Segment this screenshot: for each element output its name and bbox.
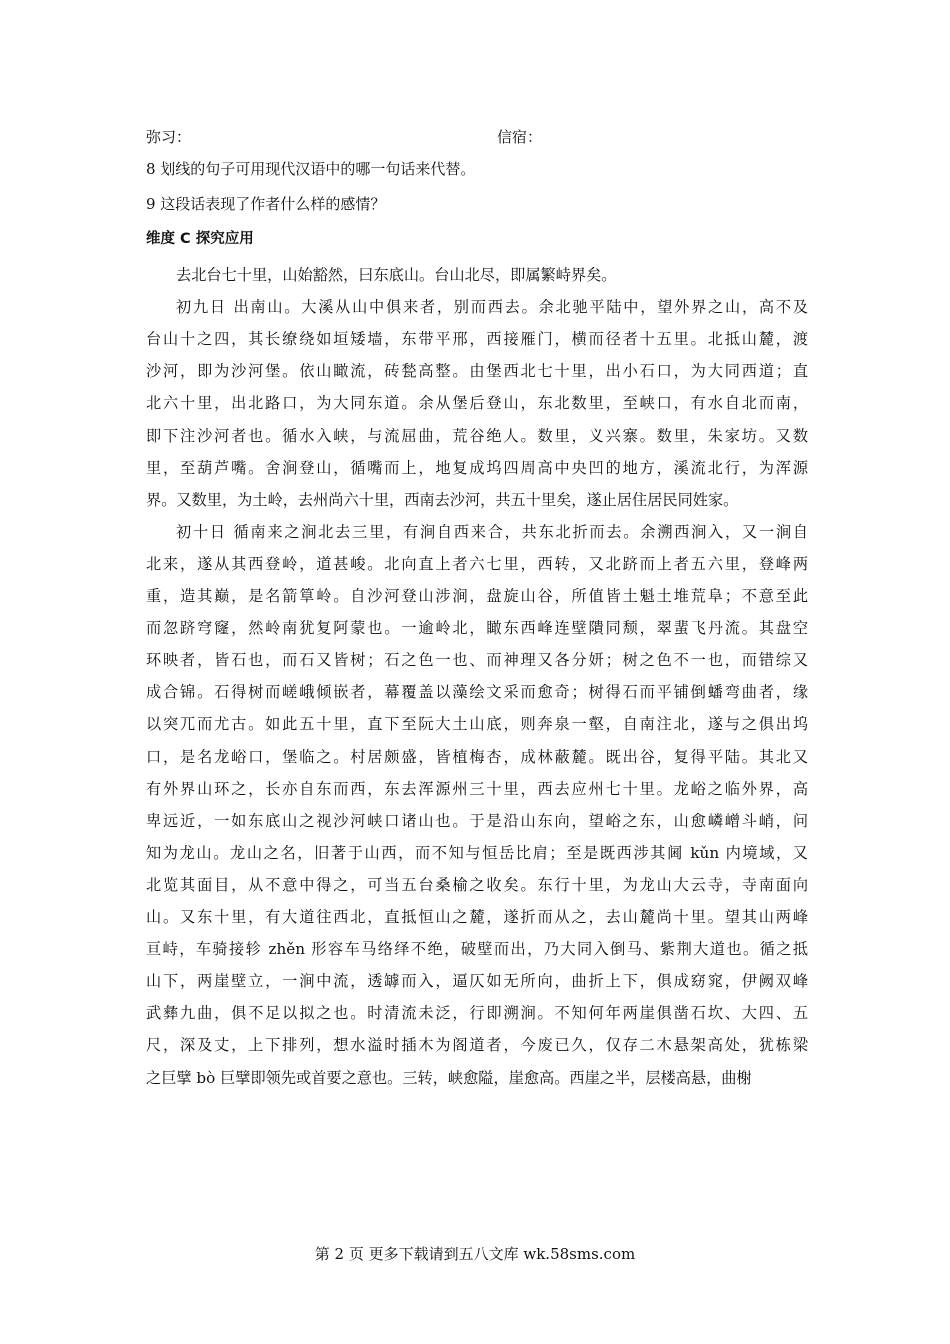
passage-line: 尺，深及丈，上下排列，想水溢时插木为阁道者，今废已久，仅存二木悬架高处，犹栋梁 bbox=[146, 1036, 808, 1054]
passage-line: 知为龙山。龙山之名，旧著于山西，而不知与恒岳比肩；至是既西涉其阃 kǔn 内境域，又 bbox=[146, 844, 808, 862]
question-9: 9 这段话表现了作者什么样的感情？ bbox=[146, 195, 386, 213]
passage-line: 山下，两崖壁立，一涧中流，透罅而入，逼仄如无所向，曲折上下，俱成窈窕，伊阙双峰 bbox=[146, 972, 808, 990]
passage-line: 成合锦。石得树而嵯峨倾嵌者，幕覆盖以藻绘文采而愈奇；树得石而平铺倒蟠弯曲者，缘 bbox=[146, 683, 808, 701]
passage-line: 界。又数里，为土岭，去州尚六十里，西南去沙河，共五十里矣，遂止居住居民同姓家。 bbox=[146, 491, 739, 509]
section-heading: 维度 C 探究应用 bbox=[146, 231, 254, 247]
passage-line: 沙河，即为沙河堡。依山瞰流，砖甃高整。由堡西北七十里，出小石口，为大同西道；直 bbox=[146, 362, 808, 380]
question-row-vocabulary bbox=[146, 124, 846, 150]
passage-line: 里，至葫芦嘴。舍涧登山，循嘴而上，地复成坞四周高中央凹的地方，溪流北行，为浑源 bbox=[146, 459, 808, 477]
passage-line: 即下注沙河者也。循水入峡，与流屈曲，荒谷绝人。数里，义兴寨。数里，朱家坊。又数 bbox=[146, 427, 808, 445]
passage-line: 而忽跻穹窿，然岭南犹复阿蒙也。一逾岭北，瞰东西峰连壁隤同颓，翠蜚飞丹流。其盘空 bbox=[146, 619, 808, 637]
passage-line: 初十日 循南来之涧北去三里，有涧自西来合，共东北折而去。余溯西涧入，又一涧自 bbox=[176, 523, 808, 541]
vocab-term-mixi: 弥习： bbox=[146, 128, 192, 146]
passage-line: 有外界山环之，长亦自东而西，东去浑源州三十里，西去应州七十里。龙峪之临外界，高 bbox=[146, 780, 808, 798]
passage-line: 亘峙，车骑接轸 zhěn 形容车马络绎不绝，破壁而出，乃大同入倒马、紫荆大道也。循之抵 bbox=[146, 940, 808, 958]
passage-line: 初九日 出南山。大溪从山中俱来者，别而西去。余北驰平陆中，望外界之山，高不及 bbox=[176, 298, 808, 316]
passage-line: 山。又东十里，有大道往西北，直抵恒山之麓，遂折而从之，去山麓尚十里。望其山两峰 bbox=[146, 908, 808, 926]
passage-line: 口，是名龙峪口，堡临之。村居颇盛，皆植梅杏，成林蔽麓。既出谷，复得平陆。其北又 bbox=[146, 748, 808, 766]
passage-line: 重，造其巅，是名箭筸岭。自沙河登山涉涧，盘旋山谷，所值皆土魁土堆荒阜；不意至此 bbox=[146, 587, 808, 605]
passage-line: 台山十之四，其长缭绕如垣矮墙，东带平邢，西接雁门，横而径者十五里。北抵山麓，渡 bbox=[146, 330, 808, 348]
passage-line: 环映者，皆石也，而石又皆树；石之色一也、而神理又各分妍；树之色不一也，而错综又 bbox=[146, 651, 808, 669]
passage-line: 武彝九曲，俱不足以拟之也。时清流未泛，行即溯涧。不知何年两崖俱凿石坎、大四、五 bbox=[146, 1004, 808, 1022]
passage-line: 北六十里，出北路口，为大同东道。余从堡后登山，东北数里，至峡口，有水自北而南， bbox=[146, 394, 808, 412]
passage-line: 北览其面目，从不意中得之，可当五台桑榆之收矣。东行十里，为龙山大云寺，寺南面向 bbox=[146, 876, 808, 894]
question-8: 8 划线的句子可用现代汉语中的哪一句话来代替。 bbox=[146, 160, 476, 178]
page-footer: 第 2 页 更多下载请到五八文库 wk.58sms.com bbox=[314, 1245, 636, 1263]
passage-line: 之巨擘 bò 巨擘即领先或首要之意也。三转，峡愈隘，崖愈高。西崖之半，层楼高悬，曲榭 bbox=[146, 1069, 752, 1087]
vocab-term-xinsu: 信宿： bbox=[497, 128, 543, 146]
passage-line: 北来，遂从其西登岭，道甚峻。北向直上者六七里，西转，又北跻而上者五六里，登峰两 bbox=[146, 555, 808, 573]
passage-line: 卑远近，一如东底山之视沙河峡口诸山也。于是沿山东向，望峪之东，山愈嶙嶒斗峭，问 bbox=[146, 812, 808, 830]
passage-line: 去北台七十里，山始豁然，曰东底山。台山北尽，即属繁峙界矣。 bbox=[176, 266, 617, 284]
passage-line: 以突兀而尤古。如此五十里，直下至阮大土山底，则奔泉一壑，自南注北，遂与之俱出坞 bbox=[146, 715, 808, 733]
